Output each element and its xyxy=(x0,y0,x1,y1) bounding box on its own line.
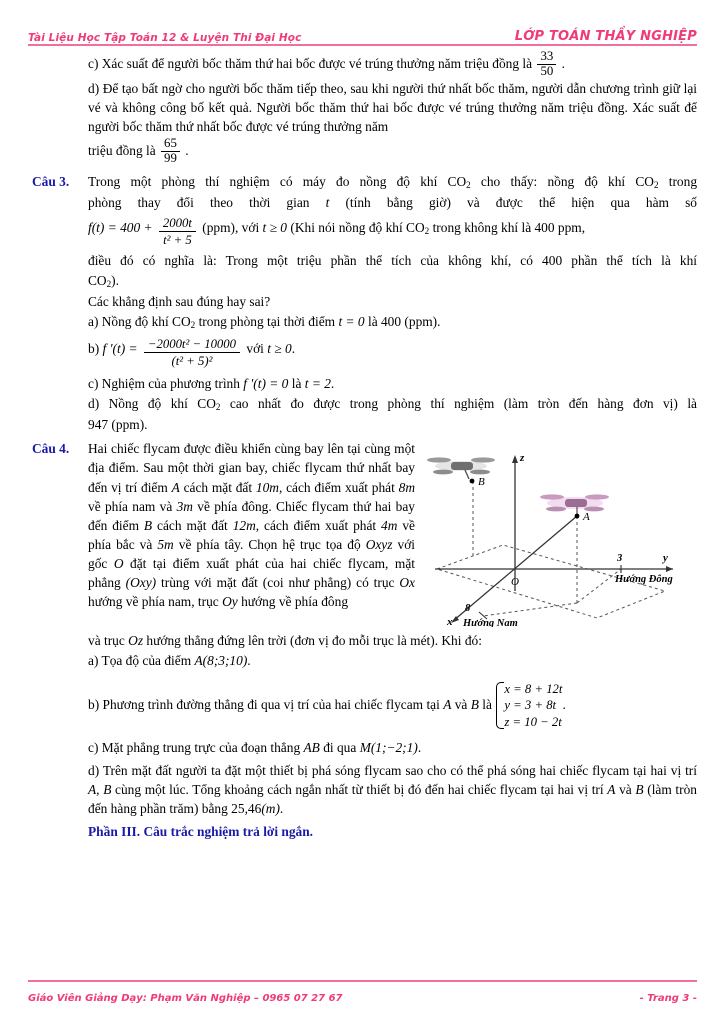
fraction-2000t-over-t2plus5 xyxy=(159,216,196,248)
figure-axis-x-label: x xyxy=(447,616,453,628)
cau3-a-text-c: là 400 (ppm). xyxy=(367,314,441,330)
param-eq-x: x = 8 + 12t xyxy=(504,681,563,696)
cau4-item-b xyxy=(88,681,697,731)
cau4-d-text: d) Trên mặt đất người ta đặt một thiết bị phá sóng flycam sao cho có thể phá sóng hai chiếc flycam tại hai vị trí xyxy=(88,763,697,779)
cau4-p1-k: đặt tại điểm xuất phát của hai chiếc flycam, mặt phẳng xyxy=(88,555,415,590)
fraction-numerator: −2000t² − 10000 xyxy=(147,336,237,351)
footer-divider xyxy=(28,980,697,982)
distance-4m: 4m xyxy=(381,517,398,533)
page-content xyxy=(28,50,697,950)
point-a-ref: A xyxy=(607,782,616,798)
function-ft-lhs: f(t) = 400 + xyxy=(88,219,153,235)
co2-subscript: 2 xyxy=(215,402,221,413)
cau4-c-suffix: . xyxy=(417,740,422,756)
drone-b-glyph xyxy=(427,458,495,480)
cau4-p1-i: về phía tây. Chọn hệ trục tọa độ xyxy=(178,536,361,552)
figure-point-b-label: B xyxy=(478,476,485,489)
cau4-p1-e: về phía đông. Chiếc flycam thứ hai bay đến điểm xyxy=(88,498,415,533)
cau3-c-suffix: . xyxy=(330,376,335,392)
point-b-ref: B xyxy=(143,517,153,533)
cau4-a-suffix: . xyxy=(247,653,251,669)
cau3-line-4: điều đó có nghĩa là: Trong một triệu phần thể tích của không khí, có 400 phần thể tích là khí xyxy=(88,253,697,269)
co2-subscript: 2 xyxy=(106,279,112,290)
cau4-d-text-c: (làm tròn đến hàng phần trăm) bằng xyxy=(88,782,698,817)
fraction-derivative xyxy=(144,337,240,369)
plane-oxy: (Oxy) xyxy=(125,574,157,590)
cau3-a-text-b: trong phòng tại thời điểm xyxy=(198,314,336,330)
cau3-line1-c: trong xyxy=(668,173,698,189)
cau4-p1-m: hướng về phía nam, trục xyxy=(88,593,219,609)
cau4-p2-b: hướng thẳng đứng lên trời (đơn vị đo mỗi trục là mét). Khi đó: xyxy=(146,633,482,649)
cau3-line2-b: (tính bằng giờ) và được thể hiện qua hàm số xyxy=(345,194,697,210)
cau4-c-text: c) Mặt phẳng trung trực của đoạn thẳng xyxy=(88,740,301,756)
figure-point-a-label: A xyxy=(583,511,590,524)
footer-teacher-info: Giáo Viên Giảng Dạy: Phạm Văn Nghiệp – 0965 07 27 67 xyxy=(28,993,343,1004)
cau4-p1-l: trùng với mặt đất (coi như phẳng) có trục xyxy=(161,574,395,590)
cau-3-body xyxy=(88,172,697,435)
coordinate-system-oxyz: Oxyz xyxy=(365,536,393,552)
equation-fprime-zero: f ′(t) = 0 xyxy=(243,376,289,392)
figure-axis-y-label: y xyxy=(663,552,668,565)
cau4-d-suffix: . xyxy=(279,801,284,817)
item-d-tail xyxy=(28,137,697,165)
figure-origin-label: O xyxy=(511,576,519,589)
cau3-line-5 xyxy=(88,271,697,291)
cau4-d-text-b: cùng một lúc. Tổng khoảng cách ngắn nhất từ thiết bị đó đến hai chiếc flycam tại hai vị trí xyxy=(115,782,604,798)
segment-ab: AB xyxy=(303,740,320,756)
cau3-item-b xyxy=(88,337,697,369)
co2-subscript: 2 xyxy=(466,179,471,190)
cau3-b-mid: với xyxy=(246,341,264,357)
section-phan-3-heading: Phần III. Câu trắc nghiệm trả lời ngắn. xyxy=(88,824,314,840)
cau3-formula-unit: (ppm), với xyxy=(202,219,260,235)
solution-t-equals-2: t = 2 xyxy=(304,376,331,392)
cau4-a-text: a) Tọa độ của điểm xyxy=(88,653,192,669)
cau3-c-text: c) Nghiệm của phương trình xyxy=(88,376,240,392)
cau3-line5-a: CO xyxy=(88,273,107,289)
figure-tick-x-8: 8 xyxy=(465,603,471,615)
cau3-a-text: a) Nồng độ khí CO xyxy=(88,314,191,330)
cau3-item-d-tail: 947 (ppm). xyxy=(88,417,148,433)
cau4-c-text-b: đi qua xyxy=(323,740,357,756)
item-d-tail-prefix: triệu đồng là xyxy=(88,143,156,159)
cau4-b-text: b) Phương trình đường thẳng đi qua vị trí của hai chiếc flycam tại xyxy=(88,696,440,712)
cau4-p1-j: với gốc xyxy=(88,536,415,571)
fraction-denominator: 50 xyxy=(537,64,556,79)
cau4-p1-g: , cách điểm xuất phát xyxy=(255,517,377,533)
condition-t-ge-0: t ≥ 0 xyxy=(262,219,288,235)
point-a-ref: A, xyxy=(88,782,100,798)
cau4-b-mid: và xyxy=(454,696,468,712)
point-a-ref: A xyxy=(171,479,180,495)
fraction-numerator: 33 xyxy=(540,49,554,63)
point-b-ref: B xyxy=(635,782,644,798)
axis-oy: Oy xyxy=(222,593,238,609)
cau3-b-prefix: b) xyxy=(88,341,100,357)
cau3-formula-line xyxy=(88,216,697,248)
co2-subscript: 2 xyxy=(190,320,196,331)
cau3-b-suffix: . xyxy=(291,341,296,357)
footer-page-number: - Trang 3 - xyxy=(639,993,697,1004)
param-eq-z: z = 10 − 2t xyxy=(504,714,562,729)
cau3-formula-tail-b: trong không khí là 400 ppm, xyxy=(432,219,586,235)
cau3-line5-b: ). xyxy=(111,273,119,289)
header-right-brand: LỚP TOÁN THẦY NGHIỆP xyxy=(514,29,697,44)
item-d-paragraph: d) Để tạo bất ngờ cho người bốc thăm tiếp theo, sau khi người thứ nhất bốc thăm, người dẫn chương trình giữ lại vé và không công bố kết quả. Người bốc thăm thứ hai bốc được vé trúng thưởng năm triệu đồng. Xác suất để người bốc thăm thứ nhất bốc được vé trúng thưởng năm xyxy=(88,81,697,135)
cau3-d-text-b: cao nhất đo được trong phòng thí nghiệm (làm tròn đến hàng đơn vị) là xyxy=(229,396,697,412)
cau3-prompt: Các khẳng định sau đúng hay sai? xyxy=(88,294,271,309)
condition-t-ge-0: t ≥ 0 xyxy=(267,341,292,357)
cau4-d-va: và xyxy=(619,782,632,798)
fraction-denominator: 99 xyxy=(161,151,180,166)
distance-10m: 10m xyxy=(255,479,279,495)
param-eq-y: y = 3 + 8t xyxy=(504,698,557,713)
figure-label-east: Hướng Đông xyxy=(615,574,673,586)
cau4-p2-a: và trục xyxy=(88,633,125,649)
cau3-line2-a: phòng thay đổi theo thời gian xyxy=(88,194,310,210)
variable-t: t xyxy=(325,194,330,210)
cau3-c-text-b: là xyxy=(291,376,302,392)
figure-axis-z-label: z xyxy=(520,452,525,465)
cau3-line-2 xyxy=(88,193,697,212)
unit-meters: (m) xyxy=(261,801,280,817)
cau3-item-a xyxy=(88,312,697,332)
figure-3d-coordinate-drones xyxy=(425,441,697,627)
item-c-text: c) Xác suất để người bốc thăm thứ hai bốc được vé trúng thưởng năm triệu đồng là xyxy=(88,55,533,71)
cau4-p1-a: Hai chiếc flycam được điều khiển cùng bay lên tại cùng một địa điểm. Sau một thời gian bay, chiếc flycam thứ nhất bay đến vị trí điểm xyxy=(88,441,415,495)
cau4-paragraph-2 xyxy=(88,631,697,650)
question-cau-3 xyxy=(28,172,697,435)
origin-o: O xyxy=(113,555,124,571)
co2-subscript: 2 xyxy=(424,225,430,236)
parametric-equation-system xyxy=(495,681,562,731)
cau4-item-c xyxy=(88,738,697,757)
distance-5m: 5m xyxy=(157,536,174,552)
fraction-65-99 xyxy=(161,137,180,165)
distance-3m: 3m xyxy=(176,498,193,514)
header-left-title: Tài Liệu Học Tập Toán 12 & Luyện Thi Đại Học xyxy=(28,32,302,44)
cau4-item-d xyxy=(88,761,697,818)
drone-a-glyph xyxy=(540,495,609,515)
cau4-p1-d: về phía nam và xyxy=(88,498,173,514)
point-b-ref: B xyxy=(470,696,479,712)
fraction-numerator: 2000t xyxy=(162,215,192,230)
cau3-item-c xyxy=(88,374,697,393)
item-c-suffix: . xyxy=(561,55,566,71)
header-divider xyxy=(28,44,697,46)
item-c-probability xyxy=(28,50,697,78)
cau3-line1-b: cho thấy: nồng độ khí CO xyxy=(480,173,654,189)
fraction-33-50 xyxy=(537,50,556,78)
axis-oz: Oz xyxy=(128,633,144,649)
cau-4-label: Câu 4. xyxy=(32,441,70,457)
cau-4-body xyxy=(88,439,697,818)
condition-t-equals-0: t = 0 xyxy=(338,314,365,330)
fraction-numerator: 65 xyxy=(164,136,177,151)
fraction-denominator: (t² + 5)² xyxy=(144,352,240,368)
cau-3-label: Câu 3. xyxy=(32,173,70,189)
question-cau-4 xyxy=(28,439,697,818)
figure-label-south: Hướng Nam xyxy=(463,618,518,628)
item-d-tail-suffix: . xyxy=(185,143,189,159)
co2-subscript: 2 xyxy=(653,179,659,190)
point-a-ref: A xyxy=(443,696,452,712)
point-a-coordinates: A(8;3;10) xyxy=(194,653,248,669)
cau3-formula-tail: (Khi nói nồng độ khí CO xyxy=(290,219,425,235)
derivative-lhs: f ′(t) = xyxy=(102,341,138,357)
cau4-p1-c: , cách điểm xuất phát xyxy=(278,479,395,495)
cau4-p1-n: hướng về phía đông xyxy=(241,593,349,609)
cau3-line-1 xyxy=(88,172,697,192)
axis-ox: Ox xyxy=(399,574,416,590)
cau4-item-a xyxy=(88,651,697,670)
cau3-item-d xyxy=(88,394,697,414)
point-b-ref: B xyxy=(103,782,112,798)
distance-12m: 12m xyxy=(232,517,256,533)
page-header xyxy=(28,20,697,44)
cau3-d-text: d) Nồng độ khí CO xyxy=(88,396,216,412)
figure-tick-y-3: 3 xyxy=(617,553,623,565)
fraction-denominator: t² + 5 xyxy=(159,231,196,247)
distance-8m: 8m xyxy=(398,479,416,495)
page-footer xyxy=(28,993,697,1004)
cau4-b-la: là xyxy=(482,696,492,712)
cau4-b-suffix: . xyxy=(562,696,566,712)
cau4-d-value: 25,46 xyxy=(231,801,262,817)
cau3-line1-a: Trong một phòng thí nghiệm có máy đo nồng độ khí CO xyxy=(88,173,467,189)
cau4-p1-b: cách mặt đất xyxy=(183,479,253,495)
cau4-p1-h: về phía bắc và xyxy=(88,517,415,552)
point-m-coordinates: M(1;−2;1) xyxy=(359,740,418,756)
cau4-p1-f: cách mặt đất xyxy=(157,517,228,533)
